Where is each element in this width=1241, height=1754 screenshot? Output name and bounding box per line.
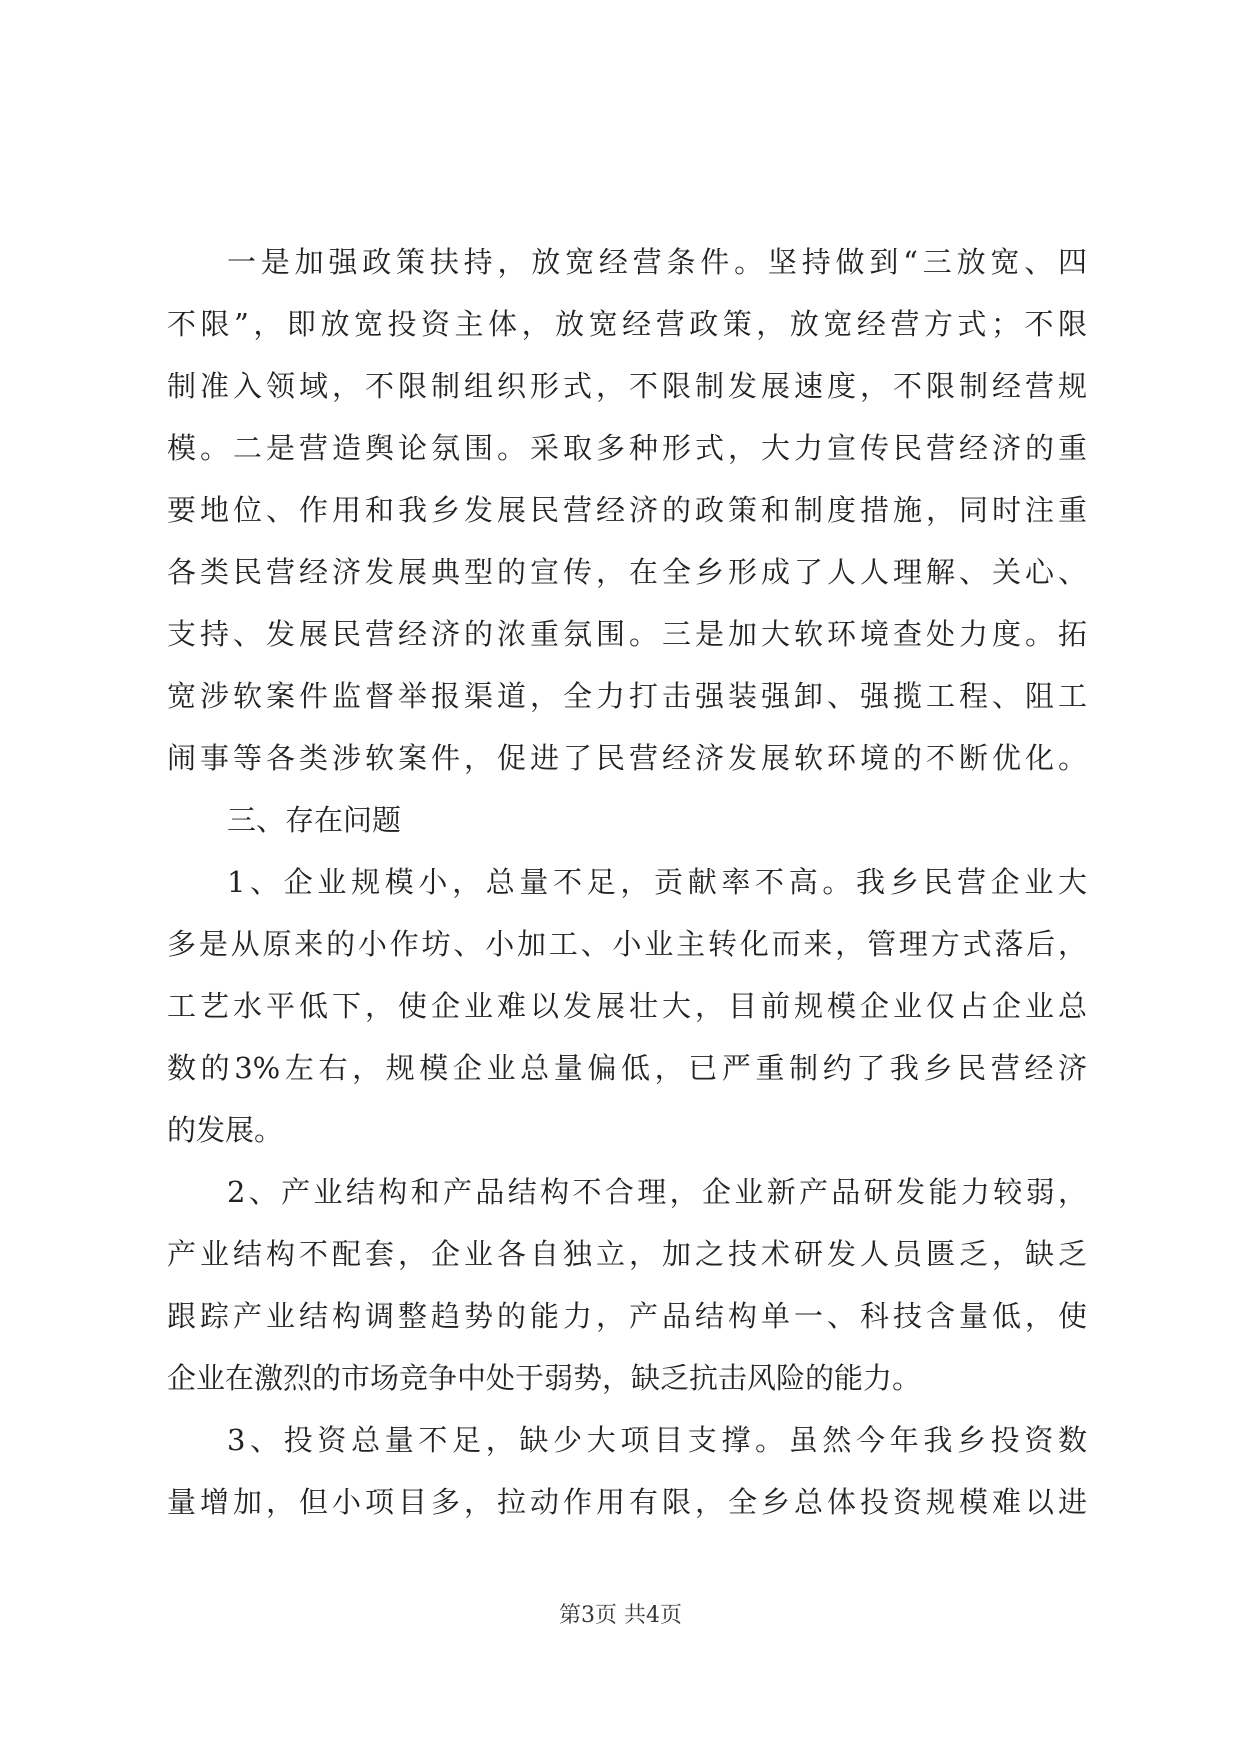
paragraph-line: 模。二是营造舆论氛围。采取多种形式，大力宣传民营经济的重 (167, 431, 1087, 465)
paragraph-first-line: 1、企业规模小，总量不足，贡献率不高。我乡民营企业大 (227, 865, 1087, 899)
paragraph-line: 不限”，即放宽投资主体，放宽经营政策，放宽经营方式；不限 (167, 307, 1087, 341)
paragraph-line: 工艺水平低下，使企业难以发展壮大，目前规模企业仅占企业总 (167, 989, 1087, 1023)
paragraph-line: 制准入领域，不限制组织形式，不限制发展速度，不限制经营规 (167, 369, 1087, 403)
paragraph-line: 量增加，但小项目多，拉动作用有限，全乡总体投资规模难以进 (167, 1485, 1087, 1519)
paragraph-line: 要地位、作用和我乡发展民营经济的政策和制度措施，同时注重 (167, 493, 1087, 527)
paragraph-first-line: 3、投资总量不足，缺少大项目支撑。虽然今年我乡投资数 (227, 1423, 1087, 1457)
document-body (167, 231, 1087, 1533)
paragraph-line: 宽涉软案件监督举报渠道，全力打击强装强卸、强揽工程、阻工 (167, 679, 1087, 713)
paragraph-line: 的发展。 (167, 1113, 284, 1147)
paragraph-line: 支持、发展民营经济的浓重氛围。三是加大软环境查处力度。拓 (167, 617, 1087, 651)
paragraph-first-line: 2、产业结构和产品结构不合理，企业新产品研发能力较弱， (227, 1175, 1087, 1209)
paragraph-line: 多是从原来的小作坊、小加工、小业主转化而来，管理方式落后， (167, 927, 1087, 961)
paragraph-line: 企业在激烈的市场竞争中处于弱势，缺乏抗击风险的能力。 (167, 1361, 922, 1395)
paragraph-line: 闹事等各类涉软案件，促进了民营经济发展软环境的不断优化。 (167, 741, 1087, 775)
page-footer: 第3页 共4页 (559, 1603, 682, 1628)
paragraph-first-line: 三、存在问题 (227, 803, 402, 837)
paragraph-line: 跟踪产业结构调整趋势的能力，产品结构单一、科技含量低，使 (167, 1299, 1087, 1333)
paragraph-line: 各类民营经济发展典型的宣传，在全乡形成了人人理解、关心、 (167, 555, 1087, 589)
paragraph-line: 数的3%左右，规模企业总量偏低，已严重制约了我乡民营经济 (167, 1051, 1087, 1085)
paragraph-first-line: 一是加强政策扶持，放宽经营条件。坚持做到“三放宽、四 (227, 245, 1087, 279)
paragraph-line: 产业结构不配套，企业各自独立，加之技术研发人员匮乏，缺乏 (167, 1237, 1087, 1271)
